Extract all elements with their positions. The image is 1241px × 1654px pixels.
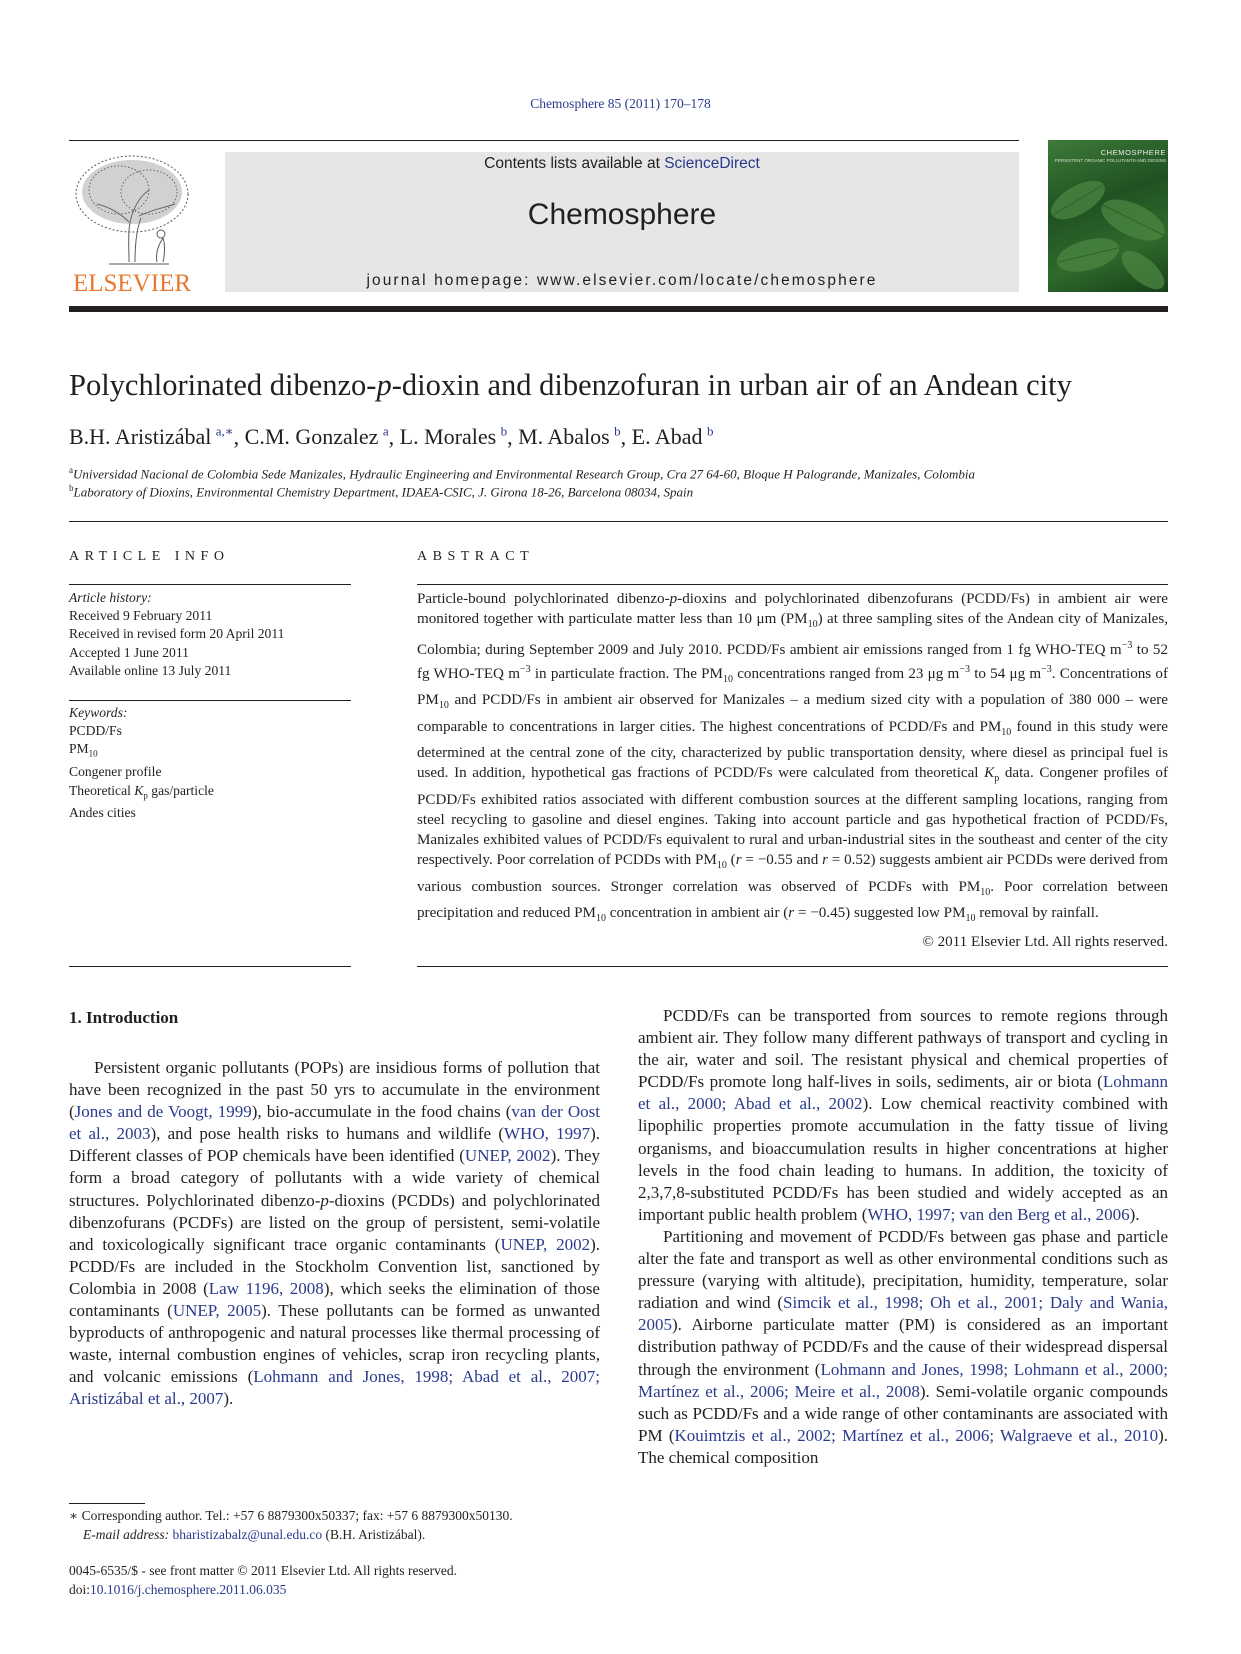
paragraph: PCDD/Fs can be transported from sources to remote regions through ambient air. They follow many different pathways of transport and cycling in the air, water and soil. The resistant physical and chemical properties of PCDD/Fs promote long half-lives in soils, sediments, air or biota (Lohmann et al., 2000; Abad et al., 2002). Low chemical reactivity combined with lipophilic properties promote accumulation in the fatty tissue of living organisms, and bioaccumulation results in higher concentrations at higher levels in the food chain leading to humans. In addition, the toxicity of 2,3,7,8-substituted PCDD/Fs has been studied and widely accepted as an important public health problem (WHO, 1997; van den Berg et al., 2006). [638,1006,1168,1224]
keyword-sub: p [143,790,148,801]
keyword-sub: 10 [88,749,98,760]
journal-name: Chemosphere [527,198,717,231]
title-rule [69,521,1168,522]
cover-subtitle: PERSISTENT ORGANIC POLLUTANTS AND DIOXINS [1054,158,1166,163]
citation-link[interactable]: WHO, 1997; van den Berg et al., 2006 [867,1204,1130,1224]
footnote-text: Corresponding author. Tel.: +57 6 8879300x50337; fax: +57 6 8879300x50130. [81,1508,513,1523]
doi-label: doi: [69,1581,91,1597]
keyword: PCDD/Fs [69,723,122,739]
author-separator: , [388,424,400,450]
divider [69,584,351,585]
author-affil-sup[interactable]: b [706,424,714,439]
keywords-label: Keywords: [69,705,128,720]
keyword: Andes cities [69,805,136,821]
citation-link[interactable]: van der Oost et al., 2003 [69,1102,601,1144]
sciencedirect-link[interactable]: ScienceDirect [664,155,760,172]
author[interactable] [518,424,621,449]
affiliation-sup: b [69,483,74,493]
author-list [69,424,1169,450]
author-separator: , [507,424,519,450]
citation-link[interactable]: Kouimtzis et al., 2002; Martínez et al., 2006; Walgraeve et al., 2010 [674,1425,1159,1445]
issn-line: 0045-6535/$ - see front matter © 2011 Elsevier Ltd. All rights reserved. [69,1563,458,1578]
author-affil-sup[interactable]: a [382,424,389,439]
divider [69,966,351,967]
keyword-text: PM [69,741,89,757]
affiliation-text: Universidad Nacional de Colombia Sede Manizales, Hydraulic Engineering and Environmental Research Group, Cra 27 64-60, Bloque H Palogrande, Manizales, Colombia [73,466,975,482]
doi-link[interactable]: 10.1016/j.chemosphere.2011.06.035 [90,1581,287,1597]
copyright-notice: © 2011 Elsevier Ltd. All rights reserved. [922,934,1168,950]
affiliation-b [69,483,1169,500]
author-name: C.M. Gonzalez [244,424,379,450]
elsevier-wordmark: ELSEVIER [72,270,192,297]
title-italic: p [376,368,392,402]
email-link[interactable]: bharistizabalz@unal.edu.co [172,1526,323,1542]
journal-cover-image [1048,140,1168,292]
contents-line [225,155,1019,173]
header-thick-rule [69,306,1168,312]
abstract-body: Particle-bound polychlorinated dibenzo-p-dioxins and polychlorinated dibenzofurans (PCDD/Fs) in ambient air were monitored together with particulate matter less than 10 μm $(PM_{10})$ at three sampling sites of the Andean city of Manizales, Colombia; during September 2009 and July 2010. PCDD/Fs ambient air emissions ranged from 1 fg WHO-TEQ $m^{-3}$ to 52 fg WHO-TEQ $m^{-3}$ in particulate fraction. The $PM_{10}$ concentrations ranged from 23 μg $m^{-3}$ to 54 μg $m^{-3}$. Concentrations of $PM_{10}$ and PCDD/Fs in ambient air observed for Manizales – a medium sized city with a population of 380 000 – were comparable to concentrations in larger cities. The highest concentrations of PCDD/Fs and $PM_{10}$ found in this study were determined at the central zone of the city, characterized by public transportation density, where diesel as principal fuel is used. In addition, hypothetical gas fractions of PCDD/Fs were calculated from theoretical $K_p$ data. Congener profiles of PCDD/Fs exhibited ratios associated with different combustion sources at the different sampling locations, ranging from steel recycling to gasoline and diesel engines. Taking into account particle and gas hypothetical fraction of PCDD/Fs, Manizales exhibited values of PCDD/Fs equivalent to rural and urban-industrial sites in the southeast and center of the city respectively. Poor correlation of PCDDs with $PM_{10}$ (r = −0.55 and r = 0.52) suggests ambient air PCDDs were derived from various combustion sources. Stronger correlation was observed of PCDFs with $PM_{10}$. Poor correlation between precipitation and reduced $PM_{10}$ concentration in ambient air (r = −0.45) suggested low $PM_{10}$ removal by rainfall. [417,591,1169,925]
article-info-heading: ARTICLE INFO [69,549,230,564]
author-separator: , [620,424,632,450]
citation-link[interactable]: UNEP, 2002 [500,1234,591,1254]
author[interactable] [69,424,234,449]
paragraph: Persistent organic pollutants (POPs) are insidious forms of pollution that have been recognized in the past 50 yrs to accumulate in the environment (Jones and de Voogt, 1999), bio-accumulate in the food chains (van der Oost et al., 2003), and pose health risks to humans and wildlife (WHO, 1997). Different classes of POP chemicals have been identified (UNEP, 2002). They form a broad category of pollutants with a wide variety of chemical structures. Polychlorinated dibenzo-p-dioxins (PCDDs) and polychlorinated dibenzofurans (PCDFs) are listed on the group of persistent, semi-volatile and toxicologically significant trace organic contaminants (UNEP, 2002). PCDD/Fs are included in the Stockholm Convention list, sanctioned by Colombia in 2008 (Law 1196, 2008), which seeks the elimination of those contaminants (UNEP, 2005). These pollutants can be formed as unwanted byproducts of anthropogenic and natural processes like thermal processing of waste, internal combustion engines of vehicles, scrap iron recycling plants, and volcanic emissions (Lohmann and Jones, 1998; Abad et al., 2007; Aristizábal et al., 2007). [69,1058,601,1409]
paragraph: Partitioning and movement of PCDD/Fs between gas phase and particle alter the fate and transport as well as other environmental conditions such as pressure (varying with altitude), precipitation, humidity, temperature, solar radiation and wind (Simcik et al., 1998; Oh et al., 2001; Daly and Wania, 2005). Airborne particulate matter (PM) is considered as an important distribution pathway of PCDD/Fs and the cause of their widespread dispersal through the environment (Lohmann and Jones, 1998; Lohmann et al., 2000; Martínez et al., 2006; Meire et al., 2008). Semi-volatile organic compounds such as PCDD/Fs and a wide range of other contaminants are associated with PM (Kouimtzis et al., 2002; Martínez et al., 2006; Walgraeve et al., 2010). The chemical composition [638,1226,1169,1467]
tree-icon [69,152,195,270]
section-heading-introduction: 1. Introduction [69,1008,179,1027]
paper-title [69,368,1179,403]
citation-link[interactable]: Simcik et al., 1998; Oh et al., 2001; Daly and Wania, 2005 [638,1293,1168,1335]
abstract-heading: ABSTRACT [417,549,535,564]
citation-link[interactable]: Lohmann et al., 2000; Abad et al., 2002 [638,1072,1168,1114]
history-label: Article history: [69,590,152,605]
header-rule [69,140,1019,141]
author-affil-sup[interactable]: b [614,424,621,439]
divider [417,966,1168,967]
email-label: E-mail address: [83,1526,170,1542]
keywords [69,704,351,823]
keyword-text: Theoretical [69,782,135,798]
author[interactable] [632,424,714,449]
author-name: M. Abalos [518,424,610,450]
title-part: Polychlorinated dibenzo- [69,368,377,402]
history-received: Received 9 February 2011 [69,608,213,624]
author[interactable] [245,424,389,449]
author-affil-sup[interactable]: a,∗ [215,424,234,439]
citation-link[interactable]: Law 1196, 2008 [208,1278,324,1298]
keyword [69,782,351,805]
keyword-text: gas/particle [147,782,214,798]
divider [417,584,1168,585]
issn-doi-block [69,1562,669,1599]
keyword-italic: K [134,782,144,798]
author-name: E. Abad [631,424,703,450]
citation-link[interactable]: UNEP, 2005 [172,1301,262,1321]
history-accepted: Accepted 1 June 2011 [69,644,189,660]
author-separator: , [233,424,245,450]
cover-title: CHEMOSPHERE [1100,148,1166,157]
citation-link[interactable]: Jones and de Voogt, 1999 [74,1102,252,1122]
history-online: Available online 13 July 2011 [69,662,232,678]
citation-link[interactable]: Lohmann and Jones, 1998; Abad et al., 2007; Aristizábal et al., 2007 [69,1367,600,1409]
article-history [69,589,351,680]
citation-link[interactable]: UNEP, 2002 [464,1146,551,1166]
journal-homepage[interactable]: journal homepage: www.elsevier.com/locate/chemosphere [366,272,878,289]
footnote-rule [69,1503,145,1504]
affiliation-sup: a [69,465,73,475]
corresponding-author-footnote [69,1507,609,1544]
author-affil-sup[interactable]: b [500,424,508,439]
affiliation-a [69,465,1169,482]
email-owner: (B.H. Aristizábal). [322,1526,426,1542]
affiliation-text: Laboratory of Dioxins, Environmental Chemistry Department, IDAEA-CSIC, J. Girona 18-26, Barcelona 08034, Spain [73,484,694,500]
author-name: L. Morales [399,424,497,450]
body-column-right [638,1005,1168,1469]
history-revised: Received in revised form 20 April 2011 [69,626,285,642]
keyword [69,740,351,763]
keyword: Congener profile [69,764,162,780]
author-name: B.H. Aristizábal [69,424,212,450]
contents-prefix: Contents lists available at [484,155,665,172]
citation-link[interactable]: Lohmann and Jones, 1998; Lohmann et al., 2000; Martínez et al., 2006; Meire et al., 2008 [638,1359,1168,1401]
citation-link[interactable]: WHO, 1997 [504,1124,591,1144]
footnote-star: ∗ [69,1508,82,1523]
author[interactable] [400,424,507,449]
journal-citation[interactable]: Chemosphere 85 (2011) 170–178 [530,96,711,111]
title-part: -dioxin and dibenzofuran in urban air of an Andean city [391,368,1072,402]
body-column-left [69,1057,600,1411]
divider [69,700,351,701]
